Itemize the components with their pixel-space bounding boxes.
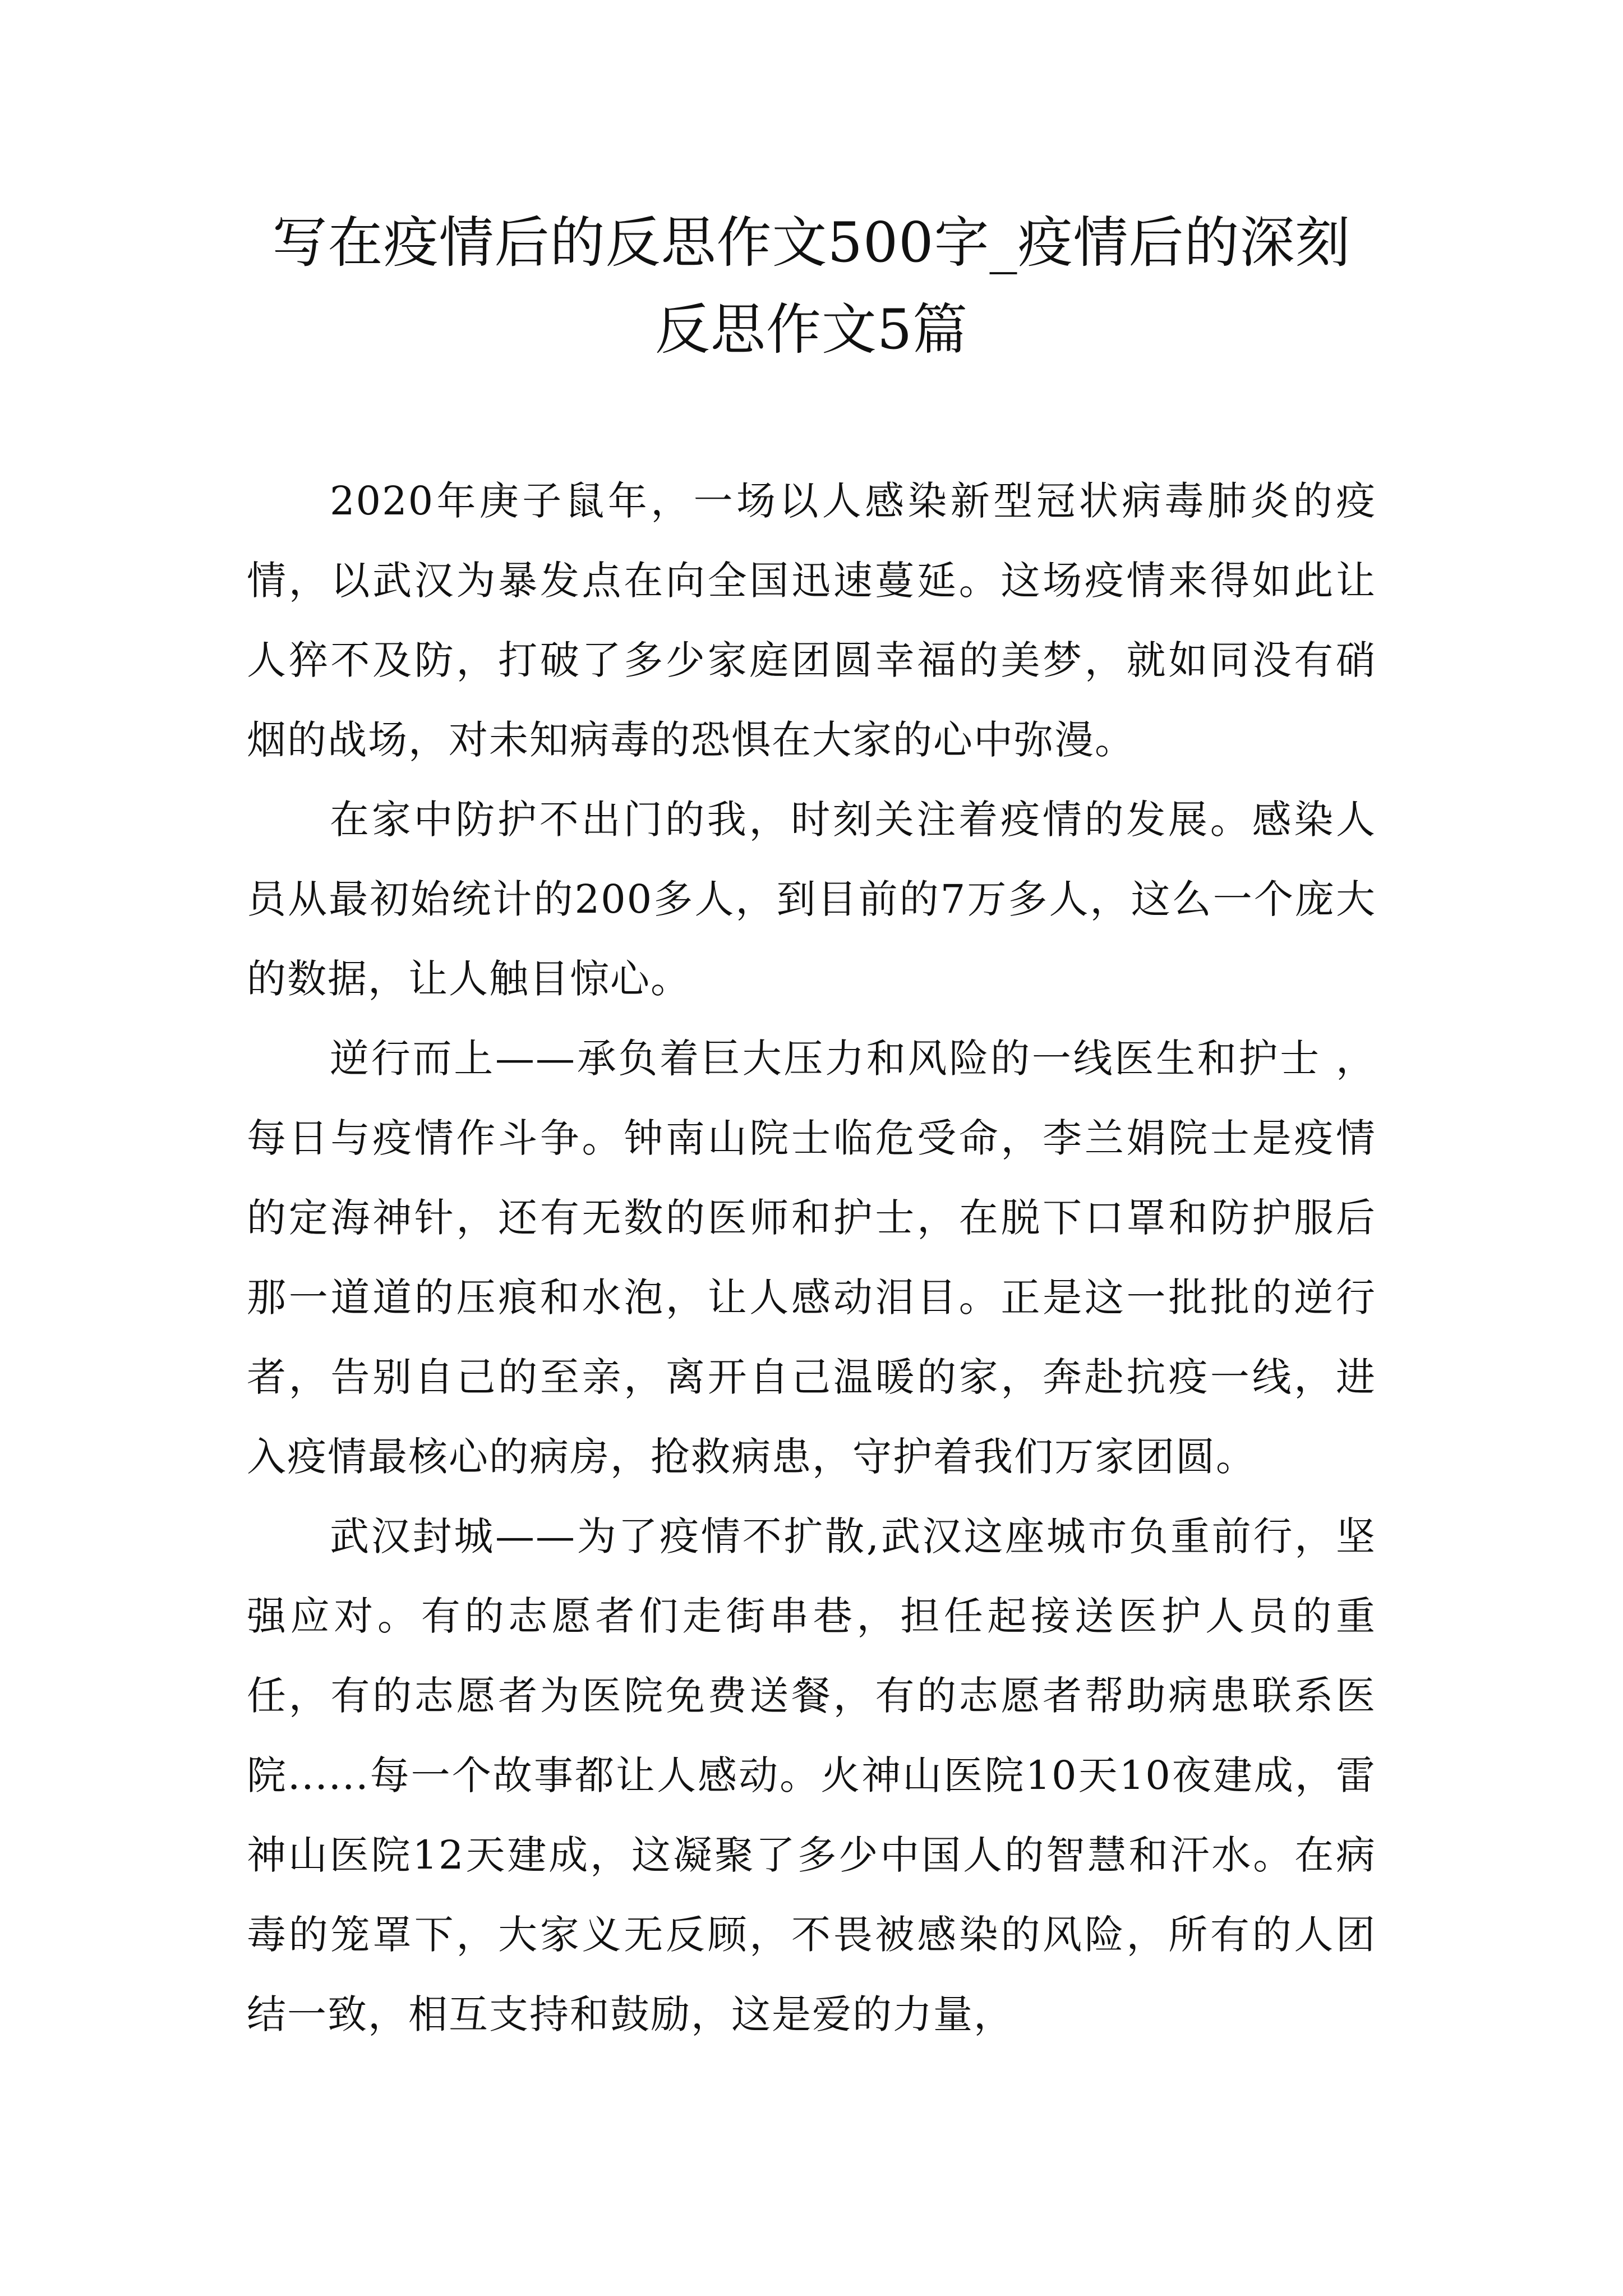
paragraph: 2020年庚子鼠年，一场以人感染新型冠状病毒肺炎的疫情，以武汉为暴发点在向全国迅速蔓延。这场疫情来得如此让人猝不及防，打破了多少家庭团圆幸福的美梦，就如同没有硝烟的战场，对未知病毒的恐惧在大家的心中弥漫。 <box>247 478 1376 763</box>
paragraph: 逆行而上——承负着巨大压力和风险的一线医生和护士 ，每日与疫情作斗争。钟南山院士临危受命，李兰娟院士是疫情的定海神针，还有无数的医师和护士，在脱下口罩和防护服后那一道道的压痕和水泡，让人感动泪目。正是这一批批的逆行者，告别自己的至亲，离开自己温暖的家，奔赴抗疫一线，进入疫情最核心的病房，抢救病患，守护着我们万家团圆。 <box>247 1036 1376 1480</box>
document-body <box>247 461 1376 2054</box>
paragraph: 在家中防护不出门的我，时刻关注着疫情的发展。感染人员从最初始统计的200多人，到目前的7万多人，这么一个庞大的数据，让人触目惊心。 <box>247 797 1376 1002</box>
paragraph: 武汉封城——为了疫情不扩散,武汉这座城市负重前行，坚强应对。有的志愿者们走街串巷，担任起接送医护人员的重任，有的志愿者为医院免费送餐，有的志愿者帮助病患联系医院......每一个故事都让人感动。火神山医院10天10夜建成，雷神山医院12天建成，这凝聚了多少中国人的智慧和汗水。在病毒的笼罩下，大家义无反顾，不畏被感染的风险，所有的人团结一致，相互支持和鼓励，这是爱的力量， <box>247 1513 1376 2037</box>
document-title: 写在疫情后的反思作文500字_疫情后的深刻反思作文5篇 <box>272 211 1351 362</box>
